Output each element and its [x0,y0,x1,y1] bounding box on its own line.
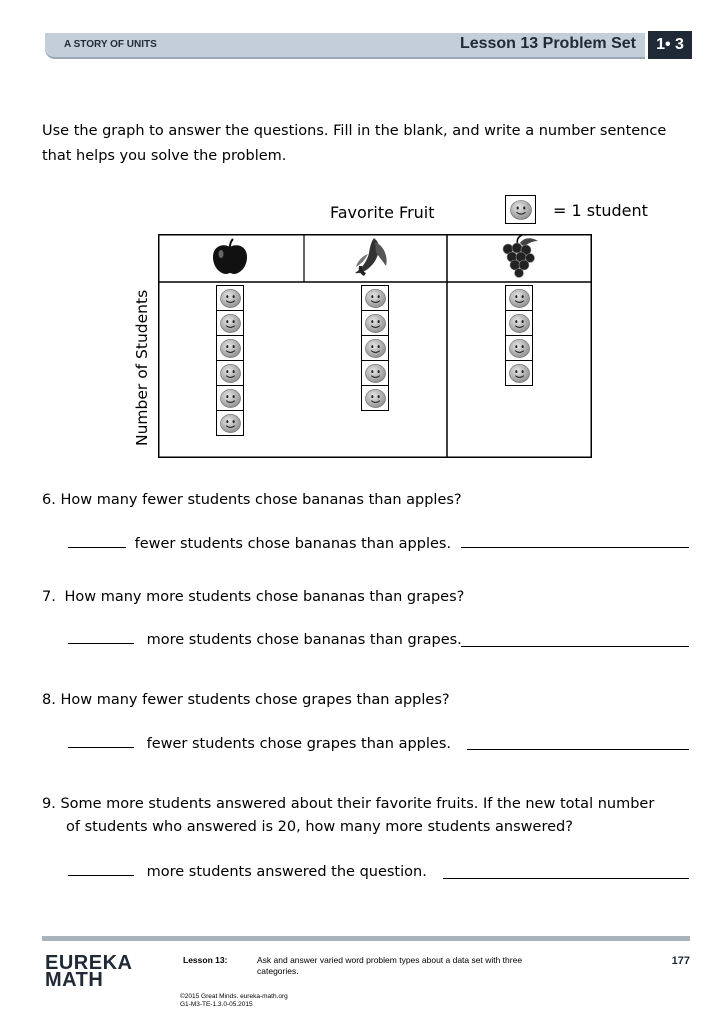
student-smiley-icon [505,360,533,386]
answer-row-8 [68,731,451,757]
student-smiley-icon [361,335,389,361]
series-name: A STORY OF UNITS [64,39,157,50]
question-number: 9. [42,796,56,812]
student-smiley-icon [361,310,389,336]
instructions: Use the graph to answer the questions. Fill in the blank, and write a number sentence that helps you solve the problem. [42,123,667,164]
question-6 [42,488,462,513]
question-text: How many fewer students chose bananas than apples? [60,492,462,508]
grapes-column [505,285,533,386]
answer-blank[interactable] [68,531,126,548]
student-smiley-icon [361,385,389,411]
number-sentence-line[interactable] [461,645,689,647]
answer-text: fewer students chose bananas than apples. [134,536,452,552]
y-axis-label: Number of Students [133,289,151,446]
question-number: 8. [42,692,56,708]
answer-row-7 [68,627,462,653]
copyright: ©2015 Great Minds. eureka-math.org G1-M3-TE-1.3.0-05.2015 [180,993,288,1008]
key-label: = 1 student [553,201,648,220]
question-text: How many fewer students chose grapes than apples? [60,692,450,708]
footer-bar [42,936,690,941]
student-smiley-icon [216,410,244,436]
student-smiley-icon [505,335,533,361]
banana-icon [350,236,390,278]
number-sentence-line[interactable] [461,546,689,548]
question-7 [42,585,464,610]
key-smiley-icon [505,195,536,224]
answer-text: more students answered the question. [146,864,427,880]
question-8 [42,688,450,713]
question-number: 7. [42,589,56,605]
question-text: How many more students chose bananas than grapes? [64,589,465,605]
answer-row-9 [68,859,427,885]
eureka-math-logo: EUREKA MATH [45,952,133,991]
number-sentence-line[interactable] [467,748,689,750]
student-smiley-icon [216,285,244,311]
banana-column [361,285,389,411]
student-smiley-icon [361,285,389,311]
graph-title: Favorite Fruit [330,203,435,222]
answer-text: more students chose bananas than grapes. [146,632,462,648]
grapes-icon [498,235,544,281]
footer-lesson: Lesson 13: [183,955,228,965]
student-smiley-icon [505,310,533,336]
apple-icon [210,238,250,276]
question-9 [42,792,654,817]
page-number: 177 [671,955,690,967]
student-smiley-icon [216,335,244,361]
footer-description: Ask and answer varied word problem types about a data set with three categories. [257,955,523,976]
student-smiley-icon [216,310,244,336]
apple-column [216,285,244,436]
student-smiley-icon [216,385,244,411]
answer-blank[interactable] [68,627,134,644]
lesson-title: Lesson 13 Problem Set [459,35,636,52]
student-smiley-icon [216,360,244,386]
question-text-line1: Some more students answered about their favorite fruits. If the new total number [60,796,655,812]
answer-row-6 [68,531,451,557]
answer-text: fewer students chose grapes than apples. [146,736,452,752]
answer-blank[interactable] [68,731,134,748]
question-number: 6. [42,492,56,508]
student-smiley-icon [361,360,389,386]
question-text-line2: of students who answered is 20, how many more students answered? [66,819,573,835]
grade-badge: 1• 3 [648,31,692,59]
number-sentence-line[interactable] [443,877,689,879]
student-smiley-icon [505,285,533,311]
answer-blank[interactable] [68,859,134,876]
